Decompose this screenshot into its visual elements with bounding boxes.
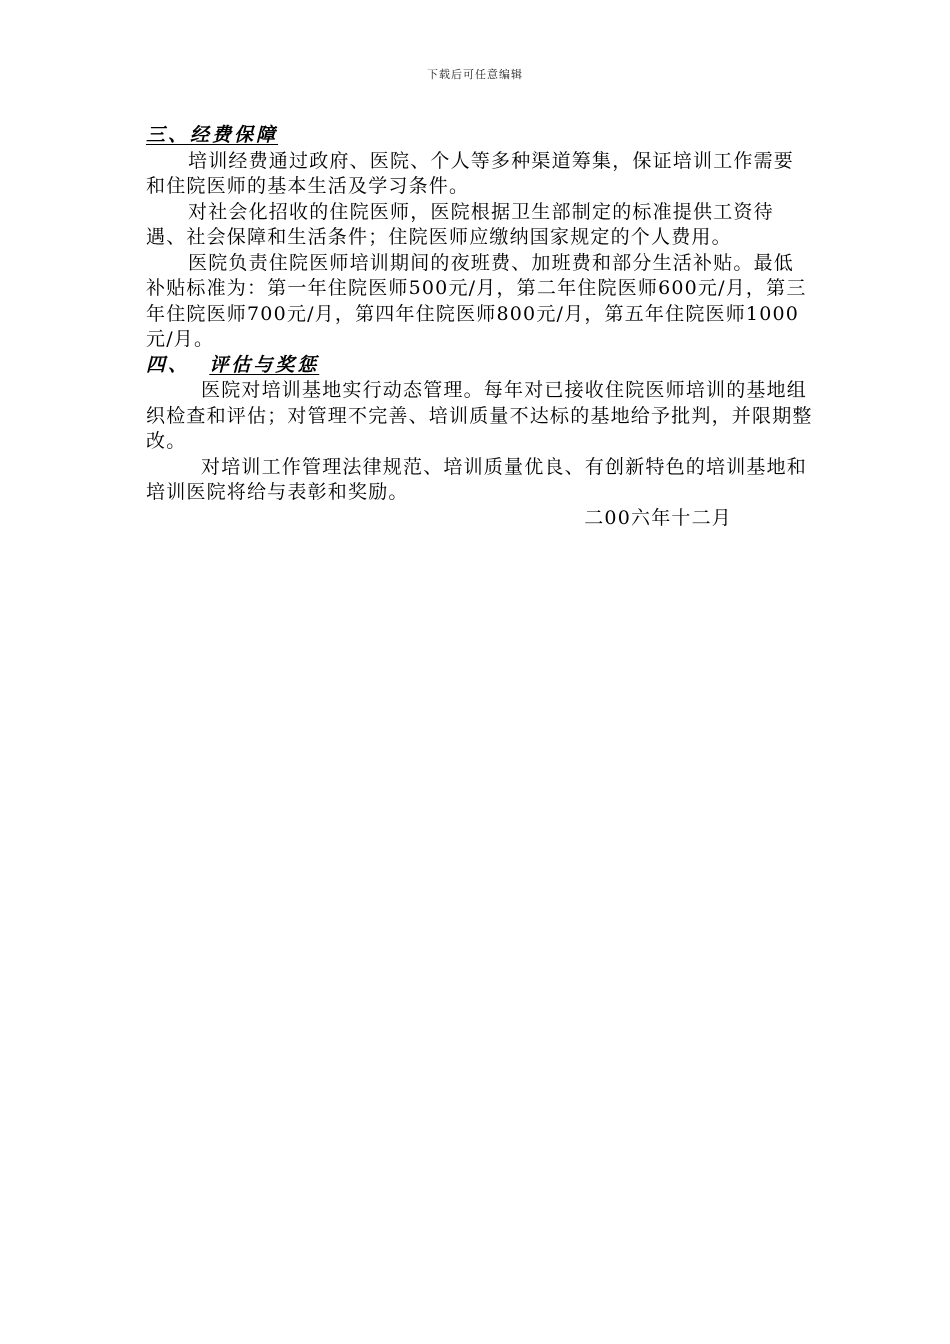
section-4-heading <box>146 353 814 379</box>
section-3-paragraph-1: 培训经费通过政府、医院、个人等多种渠道筹集，保证培训工作需要和住院医师的基本生活及学习条件。 <box>146 149 795 197</box>
section-4-paragraph-1: 医院对培训基地实行动态管理。每年对已接收住院医师培训的基地组织检查和评估；对管理不完善、培训质量不达标的基地给予批判，并限期整改。 <box>146 379 813 452</box>
section-4-number: 四、 <box>146 353 191 376</box>
section-4-title: 评估与奖惩 <box>209 353 320 376</box>
section-3-title: 三、经费保障 <box>146 124 279 146</box>
section-3-heading <box>146 123 814 149</box>
document-body <box>146 123 814 531</box>
signature-date: 二00六年十二月 <box>584 506 732 529</box>
section-4-paragraph-2: 对培训工作管理法律规范、培训质量优良、有创新特色的培训基地和培训医院将给与表彰和奖励。 <box>146 455 808 503</box>
section-3-paragraph-2: 对社会化招收的住院医师，医院根据卫生部制定的标准提供工资待遇、社会保障和生活条件；住院医师应缴纳国家规定的个人费用。 <box>146 200 774 248</box>
header-note: 下载后可任意编辑 <box>427 68 523 81</box>
section-3-paragraph-3: 医院负责住院医师培训期间的夜班费、加班费和部分生活补贴。最低补贴标准为：第一年住院医师500元/月，第二年住院医师600元/月，第三年住院医师700元/月，第四年住院医师800元/月，第五年住院医师1000元/月。 <box>146 251 807 350</box>
